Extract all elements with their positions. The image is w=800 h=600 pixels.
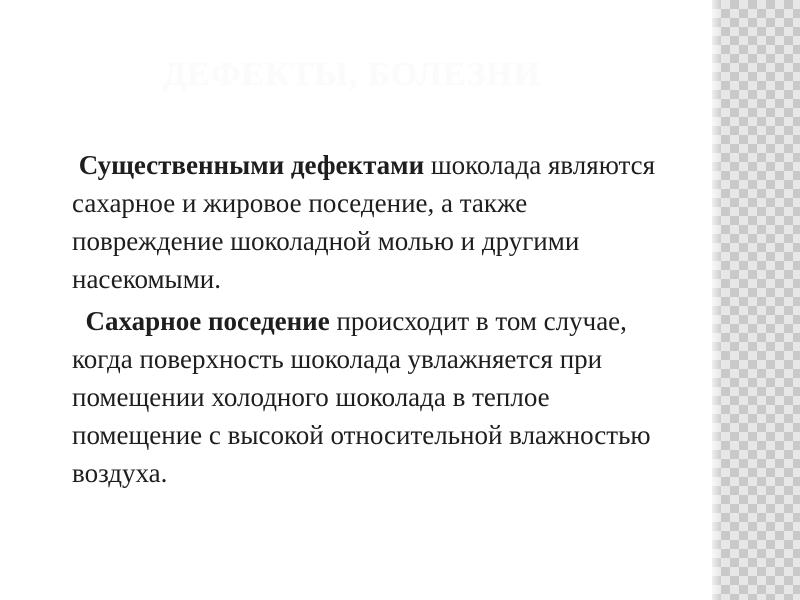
paragraph-2-bold: Сахарное поседение (85, 306, 330, 336)
decorative-side-panel (712, 0, 800, 600)
paragraph-2-text: происходит в том случае, когда поверхность шоколада увлажняется при помещении холодного шоколада в теплое помещение с высокой относительной влажностью воздуха. (72, 306, 651, 488)
slide-title: ДЕФЕКТЫ, БОЛЕЗНИ (163, 56, 541, 93)
paragraph-2 (72, 302, 672, 492)
paragraph-1 (72, 146, 672, 298)
paragraph-1-text: шоколада являются сахарное и жировое поседение, а также повреждение шоколадной молью и другими насекомыми. (72, 150, 656, 294)
slide-body (72, 146, 672, 496)
paragraph-1-bold: Существенными дефектами (78, 150, 425, 180)
